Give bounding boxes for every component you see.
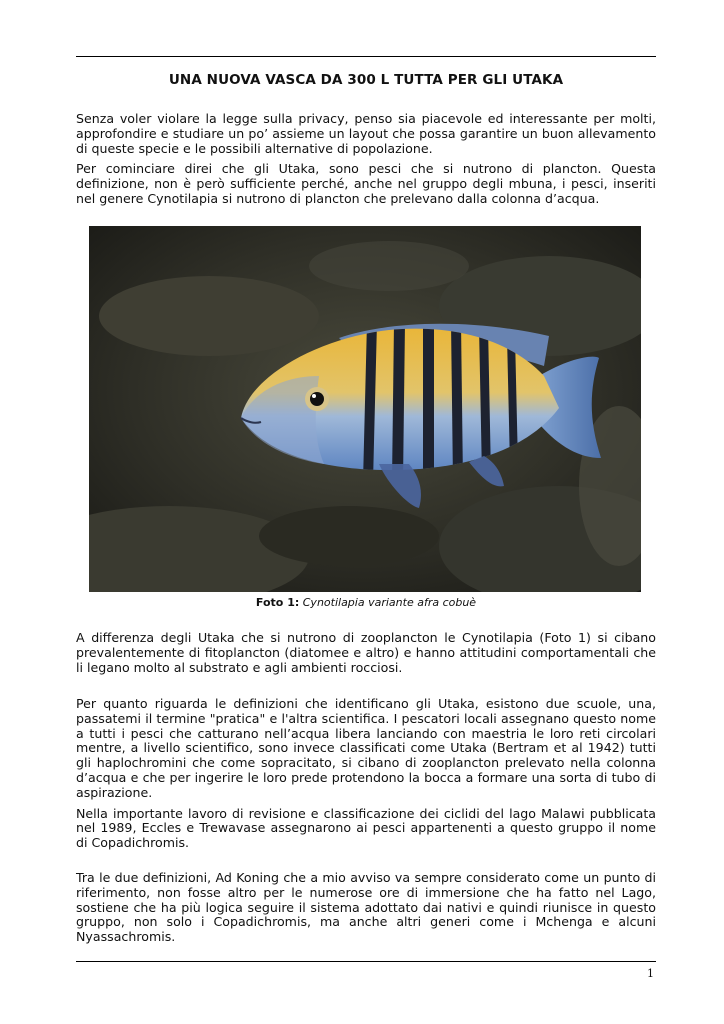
- document-title: UNA NUOVA VASCA DA 300 L TUTTA PER GLI UTAKA: [168, 72, 564, 88]
- photo-caption: [76, 596, 656, 609]
- paragraph: Nella importante lavoro di revisione e classificazione dei ciclidi del lago Malawi pubblicata nel 1989, Eccles e Trewavase assegnarono ai pesci appartenenti a questo gruppo il nome di Copadichromis.: [76, 805, 656, 851]
- section-2: [76, 697, 656, 857]
- header-rule: [76, 56, 656, 57]
- intro-section: [76, 112, 656, 213]
- footer-rule: [76, 961, 656, 962]
- paragraph: Senza voler violare la legge sulla privacy, penso sia piacevole ed interessante per molti, approfondire e studiare un po’ assieme un layout che possa garantire un buon allevamento di queste specie e le possibili alternative di popolazione.: [76, 111, 656, 156]
- section-1: [76, 631, 656, 681]
- caption-text: Cynotilapia variante afra cobuè: [302, 596, 477, 609]
- page-number: 1: [647, 967, 654, 980]
- paragraph: Per cominciare direi che gli Utaka, sono pesci che si nutrono di plancton. Questa definizione, non è però sufficiente perché, anche nel gruppo degli mbuna, i pesci, inseriti nel genere Cynotilapia si nutrono di plancton che prelevano dalla colonna d’acqua.: [76, 161, 656, 206]
- paragraph: Tra le due definizioni, Ad Koning che a mio avviso va sempre considerato come un punto di riferimento, non fosse altro per le numerose ore di immersione che ha fatto nel Lago, sostiene che ha più logica seguire il sistema adottato dai nativi e quindi riunisce in questo gruppo, non solo i Copadichromis, ma anche altri generi come i Mchenga e alcuni Nyassachromis.: [76, 870, 656, 945]
- section-3: [76, 871, 656, 951]
- paragraph: Per quanto riguarda le definizioni che identificano gli Utaka, esistono due scuole, una, passatemi il termine "pratica" e l'altra scientifica. I pescatori locali assegnano questo nome a tutti i pesci che catturano nell’acqua libera lanciando con maestria le loro reti circolari mentre, a livello scientifico, sono invece classificati come Utaka (Bertram et al 1942) tutti gli haplochromini che come sopracitato, si cibano di zooplancton prelevato nella colonna d’acqua e che per ingerire le loro prede protendono la bocca a formare una sorta di tubo di aspirazione.: [76, 696, 656, 800]
- paragraph: A differenza degli Utaka che si nutrono di zooplancton le Cynotilapia (Foto 1) si cibano prevalentemente di fitoplancton (diatomee e altro) e hanno attitudini comportamentali che li legano molto al substrato e agli ambienti rocciosi.: [76, 630, 656, 675]
- caption-label: Foto 1:: [255, 596, 300, 609]
- fish-photo: [89, 226, 641, 592]
